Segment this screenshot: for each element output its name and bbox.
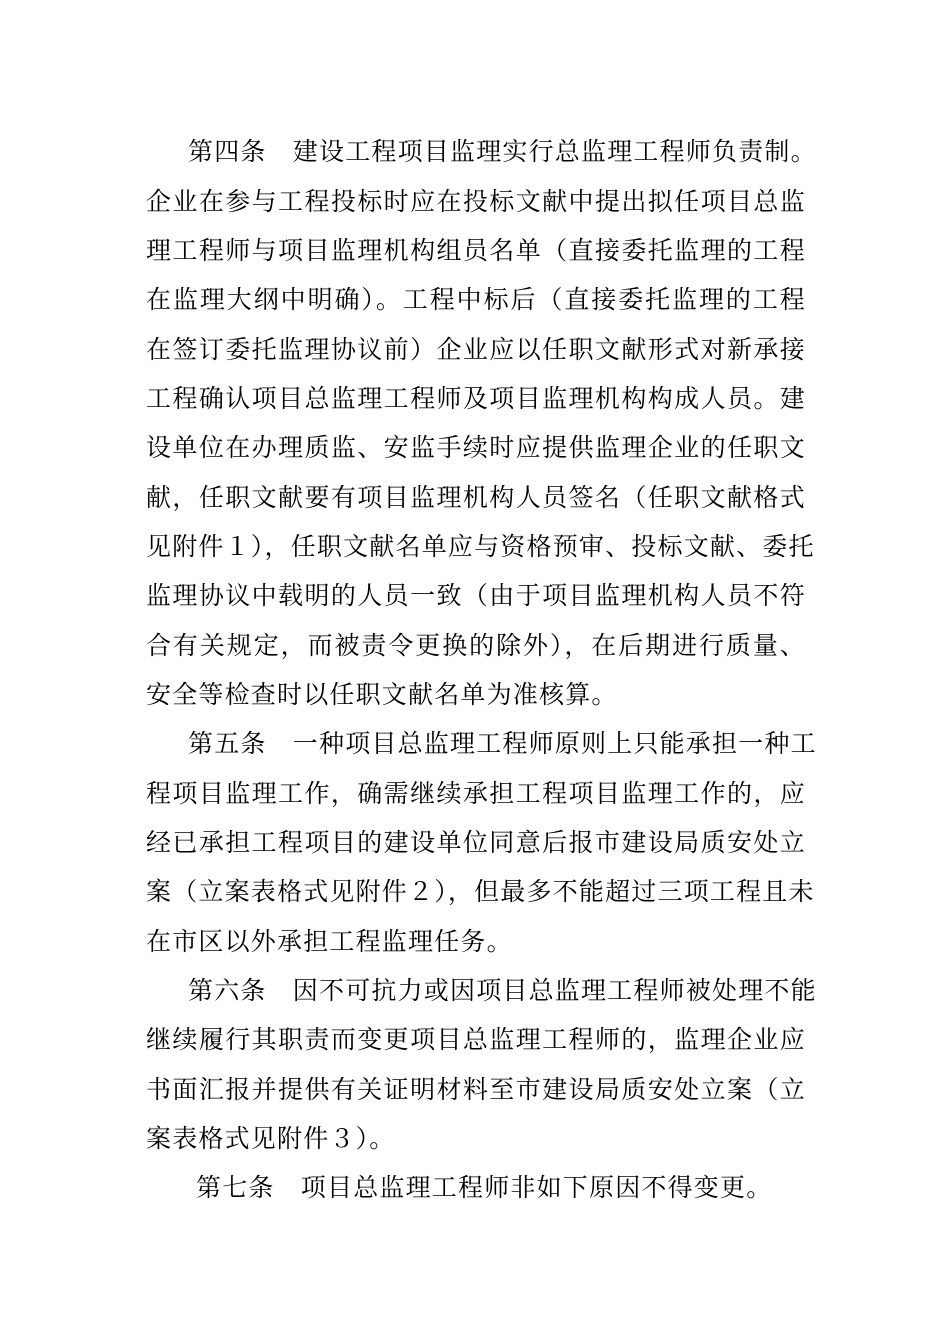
article-4-line-6: 工程确认项目总监理工程师及项目监理机构构成人员。建 — [146, 384, 806, 413]
article-5-line-1: 第五条 一种项目总监理工程师原则上只能承担一种工 — [188, 729, 817, 758]
article-4-line-12: 安全等检查时以任职文献名单为准核算。 — [146, 680, 618, 709]
article-4-line-4: 在监理大纲中明确）。工程中标后（直接委托监理的工程 — [146, 285, 806, 314]
article-4-line-5: 在签订委托监理协议前）企业应以任职文献形式对新承接 — [146, 335, 806, 364]
article-6-line-4: 案表格式见附件３）。 — [146, 1124, 396, 1153]
article-5-line-2: 程项目监理工作，确需继续承担工程项目监理工作的，应 — [146, 779, 806, 808]
article-4-line-11: 合有关规定，而被责令更换的除外），在后期进行质量、 — [146, 631, 806, 660]
article-4-line-1: 第四条 建设工程项目监理实行总监理工程师负责制。 — [188, 137, 817, 166]
article-4-line-7: 设单位在办理质监、安监手续时应提供监理企业的任职文 — [146, 433, 806, 462]
article-4-line-2: 企业在参与工程投标时应在投标文献中提出拟任项目总监 — [146, 187, 806, 216]
article-6-line-1: 第六条 因不可抗力或因项目总监理工程师被处理不能 — [188, 976, 817, 1005]
article-6-line-3: 书面汇报并提供有关证明材料至市建设局质安处立案（立 — [146, 1075, 806, 1104]
article-4-line-10: 监理协议中载明的人员一致（由于项目监理机构人员不符 — [146, 581, 806, 610]
article-4-line-8: 献，任职文献要有项目监理机构人员签名（任职文献格式 — [146, 483, 806, 512]
article-4-line-9: 见附件１），任职文献名单应与资格预审、投标文献、委托 — [146, 532, 815, 561]
article-5-line-4: 案（立案表格式见附件２），但最多不能超过三项工程且未 — [146, 877, 815, 906]
article-7-line-1: 第七条 项目总监理工程师非如下原因不得变更。 — [196, 1173, 773, 1202]
article-6-line-2: 继续履行其职责而变更项目总监理工程师的，监理企业应 — [146, 1025, 806, 1054]
article-5-line-3: 经已承担工程项目的建设单位同意后报市建设局质安处立 — [146, 828, 806, 857]
article-4-line-3: 理工程师与项目监理机构组员名单（直接委托监理的工程 — [146, 236, 806, 265]
article-5-line-5: 在市区以外承担工程监理任务。 — [146, 927, 513, 956]
